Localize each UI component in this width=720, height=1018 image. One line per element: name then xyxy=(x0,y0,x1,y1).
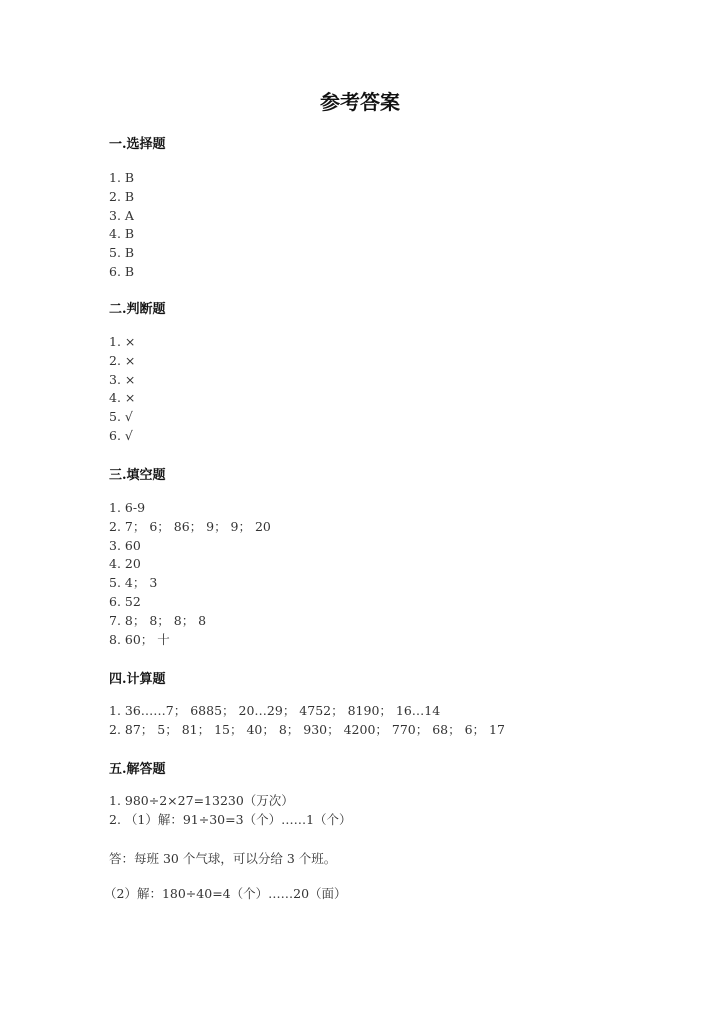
choice-answers xyxy=(109,169,134,282)
list-item: 4. × xyxy=(109,390,136,406)
list-item: 8. 60； 十 xyxy=(109,631,170,647)
calculation-answers xyxy=(109,702,505,740)
list-item: 2. B xyxy=(109,188,135,204)
list-item: 3. × xyxy=(109,371,136,387)
list-item: 1. 6-9 xyxy=(109,500,146,515)
section-heading-choice: 一.选择题 xyxy=(109,137,166,152)
solution-answer-sentence: 答：每班 30 个气球，可以分给 3 个班。 xyxy=(109,851,337,866)
list-item: 6. B xyxy=(109,263,135,279)
section-heading-calculation: 四.计算题 xyxy=(109,672,166,687)
list-item: 1. 36……7； 6885； 20…29； 4752； 8190； 16…14 xyxy=(109,703,441,718)
list-item: 2. × xyxy=(109,352,136,368)
list-item: 4. B xyxy=(109,226,135,242)
solution-part-2: （2）解：180÷40=4（个）……20（面） xyxy=(104,886,347,901)
list-item: 5. B xyxy=(109,245,135,261)
section-heading-solution: 五.解答题 xyxy=(109,762,166,777)
list-item: 6. √ xyxy=(109,427,133,443)
list-item: 3. 60 xyxy=(109,537,141,553)
judgement-answers xyxy=(109,333,135,446)
list-item: 5. √ xyxy=(109,409,133,425)
list-item: 2. 7； 6； 86； 9； 9； 20 xyxy=(109,518,271,534)
list-item: 4. 20 xyxy=(109,556,141,572)
section-heading-judgement: 二.判断题 xyxy=(109,302,166,317)
solution-answers xyxy=(109,792,352,830)
list-item: 3. A xyxy=(109,207,134,223)
list-item: 5. 4； 3 xyxy=(109,575,158,591)
list-item: 2. （1）解：91÷30=3（个）……1（个） xyxy=(109,811,352,827)
fill-answers xyxy=(109,499,271,649)
list-item: 1. × xyxy=(109,334,136,349)
list-item: 7. 8； 8； 8； 8 xyxy=(109,612,207,628)
section-heading-fill: 三.填空题 xyxy=(109,468,166,483)
list-item: 6. 52 xyxy=(109,593,141,609)
page-title: 参考答案 xyxy=(320,90,400,114)
list-item: 1. 980÷2×27=13230（万次） xyxy=(109,793,294,808)
list-item: 2. 87； 5； 81； 15； 40； 8； 930； 4200； 770； 68； 6； 17 xyxy=(109,721,505,737)
list-item: 1. B xyxy=(109,170,135,185)
